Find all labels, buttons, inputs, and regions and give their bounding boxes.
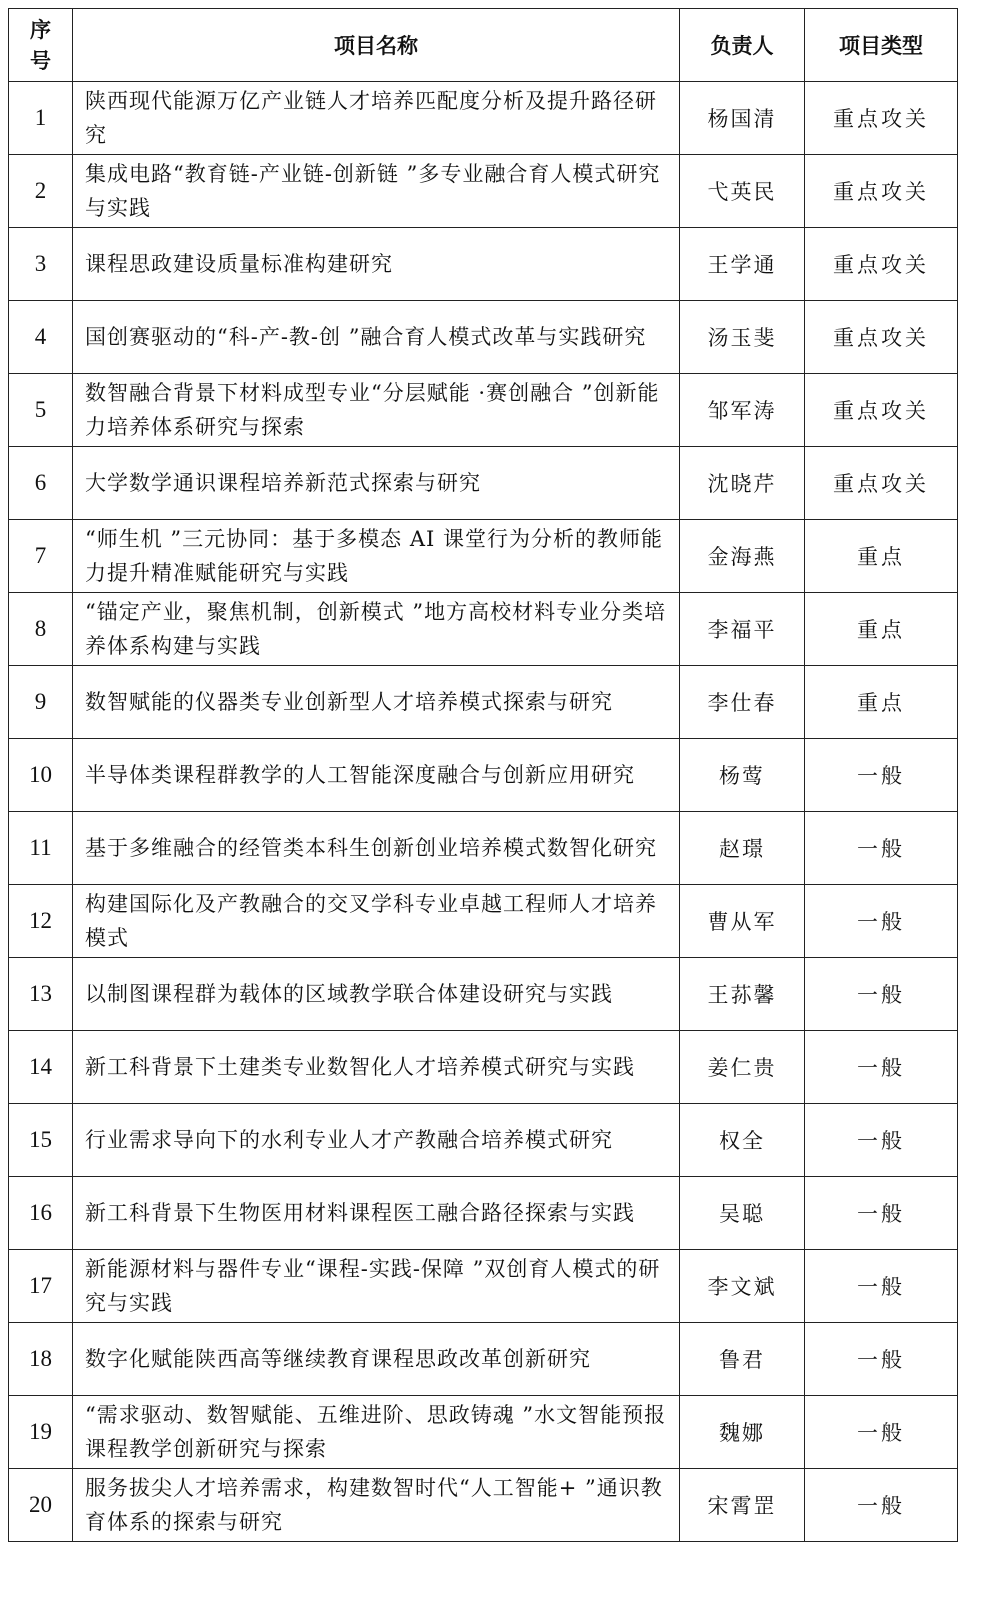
- row-project-type: 一般: [805, 1031, 958, 1104]
- table-row: [9, 447, 958, 520]
- header-seq-line2: 号: [30, 48, 51, 73]
- row-project-name: 陕西现代能源万亿产业链人才培养匹配度分析及提升路径研究: [73, 82, 680, 155]
- row-lead: 曹从军: [680, 885, 805, 958]
- row-lead: 李仕春: [680, 666, 805, 739]
- row-seq: 7: [9, 520, 73, 593]
- table-row: [9, 1177, 958, 1250]
- row-project-name: 新工科背景下土建类专业数智化人才培养模式研究与实践: [73, 1031, 680, 1104]
- row-lead: 弋英民: [680, 155, 805, 228]
- row-lead: 汤玉斐: [680, 301, 805, 374]
- header-seq-line1: 序: [30, 17, 51, 42]
- row-lead: 权全: [680, 1104, 805, 1177]
- table-row: [9, 593, 958, 666]
- table-body: [9, 82, 958, 1542]
- table-row: [9, 155, 958, 228]
- header-project-type: 项目类型: [805, 9, 958, 82]
- row-project-name: “师生机 ”三元协同：基于多模态 AI 课堂行为分析的教师能力提升精准赋能研究与实践: [73, 520, 680, 593]
- row-project-name: 以制图课程群为载体的区域教学联合体建设研究与实践: [73, 958, 680, 1031]
- row-project-name: 数智融合背景下材料成型专业“分层赋能 ·赛创融合 ”创新能力培养体系研究与探索: [73, 374, 680, 447]
- table-row: [9, 666, 958, 739]
- row-lead: 姜仁贵: [680, 1031, 805, 1104]
- table-row: [9, 885, 958, 958]
- row-seq: 19: [9, 1396, 73, 1469]
- row-project-name: 数智赋能的仪器类专业创新型人才培养模式探索与研究: [73, 666, 680, 739]
- table-row: [9, 228, 958, 301]
- row-seq: 11: [9, 812, 73, 885]
- table-row: [9, 1104, 958, 1177]
- row-project-name: 服务拔尖人才培养需求，构建数智时代“人工智能+ ”通识教育体系的探索与研究: [73, 1469, 680, 1542]
- row-lead: 王学通: [680, 228, 805, 301]
- table-row: [9, 82, 958, 155]
- header-row: [9, 9, 958, 82]
- row-project-type: 一般: [805, 1250, 958, 1323]
- row-seq: 17: [9, 1250, 73, 1323]
- table-row: [9, 520, 958, 593]
- row-lead: 杨莺: [680, 739, 805, 812]
- row-seq: 8: [9, 593, 73, 666]
- row-project-name: 半导体类课程群教学的人工智能深度融合与创新应用研究: [73, 739, 680, 812]
- row-project-name: 新工科背景下生物医用材料课程医工融合路径探索与实践: [73, 1177, 680, 1250]
- row-project-name: 集成电路“教育链-产业链-创新链 ”多专业融合育人模式研究与实践: [73, 155, 680, 228]
- row-project-name: 新能源材料与器件专业“课程-实践-保障 ”双创育人模式的研究与实践: [73, 1250, 680, 1323]
- row-project-name: “锚定产业，聚焦机制，创新模式 ”地方高校材料专业分类培养体系构建与实践: [73, 593, 680, 666]
- row-project-name: 国创赛驱动的“科-产-教-创 ”融合育人模式改革与实践研究: [73, 301, 680, 374]
- row-seq: 3: [9, 228, 73, 301]
- row-lead: 赵璟: [680, 812, 805, 885]
- row-project-type: 一般: [805, 885, 958, 958]
- row-project-type: 重点: [805, 666, 958, 739]
- row-project-name: “需求驱动、数智赋能、五维进阶、思政铸魂 ”水文智能预报课程教学创新研究与探索: [73, 1396, 680, 1469]
- row-seq: 14: [9, 1031, 73, 1104]
- row-seq: 2: [9, 155, 73, 228]
- table-row: [9, 739, 958, 812]
- row-lead: 宋霄罡: [680, 1469, 805, 1542]
- row-project-type: 重点攻关: [805, 82, 958, 155]
- row-seq: 13: [9, 958, 73, 1031]
- row-project-type: 一般: [805, 1323, 958, 1396]
- row-lead: 鲁君: [680, 1323, 805, 1396]
- row-seq: 16: [9, 1177, 73, 1250]
- table-row: [9, 1323, 958, 1396]
- table-row: [9, 1250, 958, 1323]
- row-seq: 4: [9, 301, 73, 374]
- table-row: [9, 1031, 958, 1104]
- row-project-type: 一般: [805, 812, 958, 885]
- row-lead: 王荪馨: [680, 958, 805, 1031]
- row-seq: 9: [9, 666, 73, 739]
- row-lead: 沈晓芹: [680, 447, 805, 520]
- row-project-type: 一般: [805, 1469, 958, 1542]
- row-project-type: 重点: [805, 520, 958, 593]
- row-project-type: 重点攻关: [805, 447, 958, 520]
- row-lead: 吴聪: [680, 1177, 805, 1250]
- row-project-type: 一般: [805, 1104, 958, 1177]
- table-row: [9, 301, 958, 374]
- row-project-type: 重点: [805, 593, 958, 666]
- row-project-type: 一般: [805, 1396, 958, 1469]
- row-project-name: 大学数学通识课程培养新范式探索与研究: [73, 447, 680, 520]
- row-project-name: 数字化赋能陕西高等继续教育课程思政改革创新研究: [73, 1323, 680, 1396]
- row-seq: 20: [9, 1469, 73, 1542]
- table-row: [9, 1396, 958, 1469]
- row-lead: 邹军涛: [680, 374, 805, 447]
- row-seq: 15: [9, 1104, 73, 1177]
- row-seq: 12: [9, 885, 73, 958]
- row-project-type: 重点攻关: [805, 374, 958, 447]
- project-list-table: [8, 8, 958, 1542]
- header-project-name: 项目名称: [73, 9, 680, 82]
- row-lead: 李福平: [680, 593, 805, 666]
- row-lead: 杨国清: [680, 82, 805, 155]
- header-seq: [9, 9, 73, 82]
- row-seq: 6: [9, 447, 73, 520]
- row-project-type: 一般: [805, 739, 958, 812]
- row-lead: 李文斌: [680, 1250, 805, 1323]
- table-row: [9, 1469, 958, 1542]
- row-seq: 5: [9, 374, 73, 447]
- row-project-type: 重点攻关: [805, 301, 958, 374]
- row-project-name: 构建国际化及产教融合的交叉学科专业卓越工程师人才培养模式: [73, 885, 680, 958]
- table-row: [9, 374, 958, 447]
- row-project-name: 课程思政建设质量标准构建研究: [73, 228, 680, 301]
- row-seq: 18: [9, 1323, 73, 1396]
- table-row: [9, 958, 958, 1031]
- header-lead: 负责人: [680, 9, 805, 82]
- row-lead: 金海燕: [680, 520, 805, 593]
- table-header: [9, 9, 958, 82]
- row-project-type: 一般: [805, 958, 958, 1031]
- row-seq: 1: [9, 82, 73, 155]
- row-project-type: 重点攻关: [805, 228, 958, 301]
- table-row: [9, 812, 958, 885]
- row-project-name: 基于多维融合的经管类本科生创新创业培养模式数智化研究: [73, 812, 680, 885]
- row-project-name: 行业需求导向下的水利专业人才产教融合培养模式研究: [73, 1104, 680, 1177]
- row-project-type: 重点攻关: [805, 155, 958, 228]
- row-project-type: 一般: [805, 1177, 958, 1250]
- row-lead: 魏娜: [680, 1396, 805, 1469]
- row-seq: 10: [9, 739, 73, 812]
